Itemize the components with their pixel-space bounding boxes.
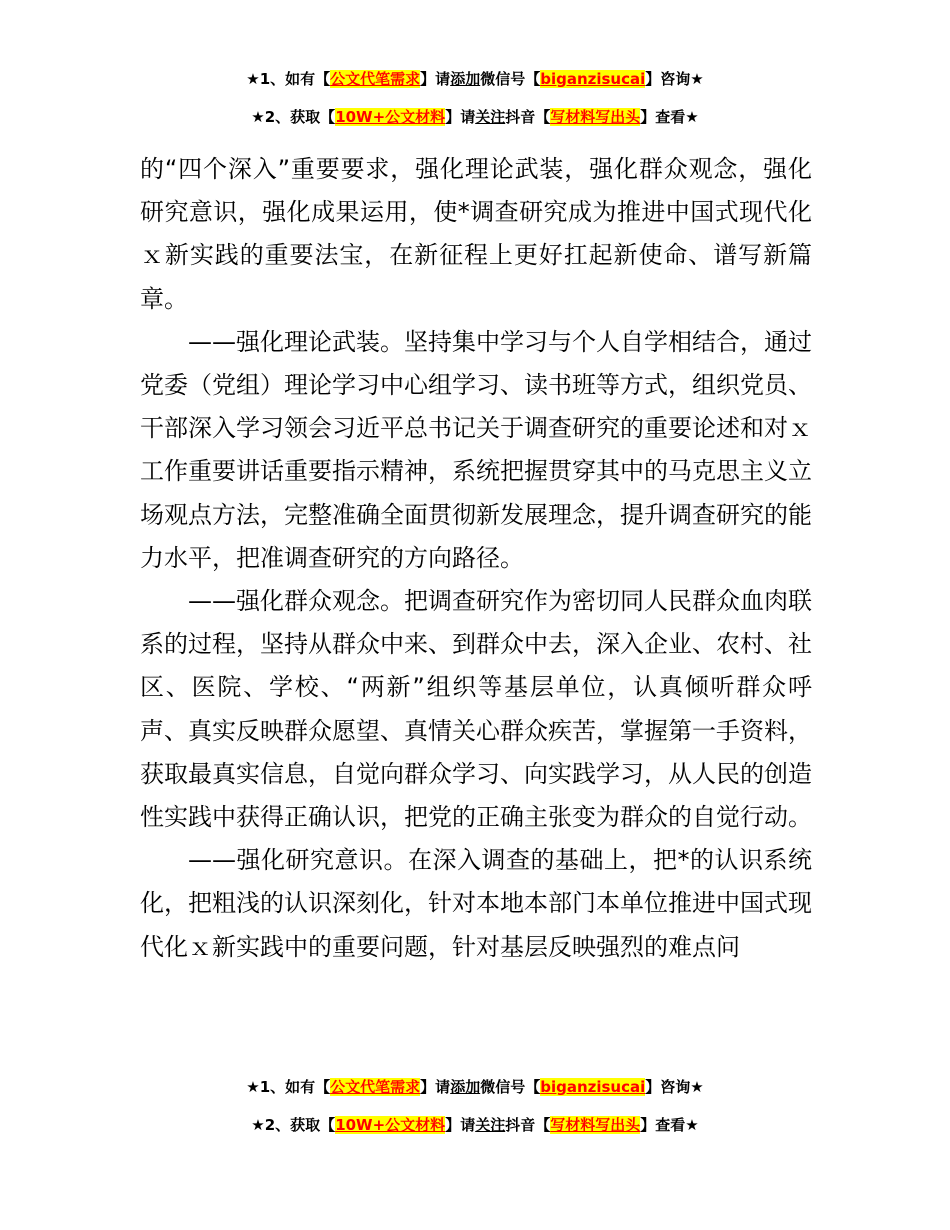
highlighted-douyin-account: 写材料写出头 — [550, 108, 641, 126]
highlighted-service-label: 公文代笔需求 — [330, 1078, 421, 1096]
footer-banner-line-2 — [0, 1115, 950, 1135]
footer-banner-line-1 — [0, 1077, 950, 1097]
highlighted-material-label: 10W+公文材料 — [335, 1116, 446, 1134]
banner-text: 】请 — [420, 70, 451, 88]
banner-text: 微信号【 — [480, 1078, 541, 1096]
banner-text: ★1、如有【 — [246, 1078, 331, 1096]
banner-text: 微信号【 — [480, 70, 541, 88]
banner-text: ★2、获取【 — [251, 1116, 336, 1134]
header-banner-line-2 — [0, 107, 950, 127]
banner-text: ★2、获取【 — [251, 108, 336, 126]
highlighted-wechat-id: biganzisucai — [540, 70, 646, 88]
body-paragraph: 的“四个深入”重要要求，强化理论武装，强化群众观念，强化研究意识，强化成果运用，使*调查研究成为推进中国式现代化ｘ新实践的重要法宝，在新征程上更好扛起新使命、谱写新篇章。 — [140, 155, 812, 313]
banner-text: 】请 — [445, 1116, 476, 1134]
banner-text: 抖音【 — [505, 1116, 551, 1134]
header-banner-line-1 — [0, 69, 950, 89]
underlined-action-text: 关注 — [475, 108, 506, 126]
banner-text: 】查看★ — [640, 1116, 699, 1134]
highlighted-service-label: 公文代笔需求 — [330, 70, 421, 88]
body-paragraph: ——强化理论武装。坚持集中学习与个人自学相结合，通过党委（党组）理论学习中心组学习、读书班等方式，组织党员、干部深入学习领会习近平总书记关于调查研究的重要论述和对ｘ工作重要讲话重要指示精神，系统把握贯穿其中的马克思主义立场观点方法，完整准确全面贯彻新发展理念，提升调查研究的能力水平，把准调查研究的方向路径。 — [140, 327, 812, 572]
banner-text: 】请 — [445, 108, 476, 126]
body-paragraph: ——强化研究意识。在深入调查的基础上，把*的认识系统化，把粗浅的认识深刻化，针对本地本部门本单位推进中国式现代化ｘ新实践中的重要问题，针对基层反映强烈的难点问 — [140, 846, 812, 961]
underlined-action-text: 添加 — [450, 70, 481, 88]
banner-text: 】查看★ — [640, 108, 699, 126]
underlined-action-text: 添加 — [450, 1078, 481, 1096]
banner-text: 】请 — [420, 1078, 451, 1096]
body-paragraph: ——强化群众观念。把调查研究作为密切同人民群众血肉联系的过程，坚持从群众中来、到群众中去，深入企业、农村、社区、医院、学校、“两新”组织等基层单位，认真倾听群众呼声、真实反映群众愿望、真情关心群众疾苦，掌握第一手资料，获取最真实信息，自觉向群众学习、向实践学习，从人民的创造性实践中获得正确认识，把党的正确主张变为群众的自觉行动。 — [140, 587, 812, 832]
banner-text: 抖音【 — [505, 108, 551, 126]
underlined-action-text: 关注 — [475, 1116, 506, 1134]
highlighted-douyin-account: 写材料写出头 — [550, 1116, 641, 1134]
banner-text: 】咨询★ — [645, 70, 704, 88]
highlighted-material-label: 10W+公文材料 — [335, 108, 446, 126]
highlighted-wechat-id: biganzisucai — [540, 1078, 646, 1096]
document-body — [140, 148, 812, 969]
banner-text: ★1、如有【 — [246, 70, 331, 88]
banner-text: 】咨询★ — [645, 1078, 704, 1096]
